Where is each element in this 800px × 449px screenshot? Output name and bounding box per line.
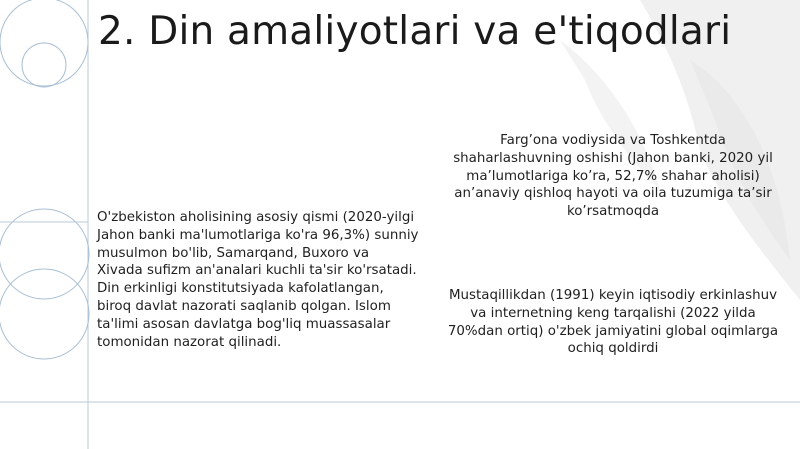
lower-small-circle [0,269,89,359]
right-paragraph-liberalization: Mustaqillikdan (1991) keyin iqtisodiy erkinlashuv va internetning keng tarqalishi (2022 yilda 70%dan ortiq) o'zbek jamiyatini global oqimlarga ochiq qoldirdi [447,288,779,357]
left-paragraph: O'zbekiston aholisining asosiy qismi (2020-yilgi Jahon banki ma'lumotlariga ko'ra 96,3%) sunniy musulmon bo'lib, Samarqand, Buxoro va Xivada sufizm an'analari kuchli ta'sir ko'rsatadi. Din erkinligi konstitutsiyada kafolatlangan, biroq davlat nazorati saqlanib qolgan. Islom ta'limi asosan davlatga bog'liq muassasalar tomonidan nazorat qilinadi. [97,210,419,350]
right-paragraph-urbanization: Farg’ona vodiysida va Toshkentda shaharlashuvning oshishi (Jahon banki, 2020 yil ma’lumotlariga ko’ra, 52,7% shahar aholisi) an’anaviy qishloq hayoti va oila tuzumiga ta’sir ko’rsatmoqda [453,133,773,220]
slide-title: 2. Din amaliyotlari va e'tiqodlari [98,9,732,54]
top-small-circle [22,43,66,87]
